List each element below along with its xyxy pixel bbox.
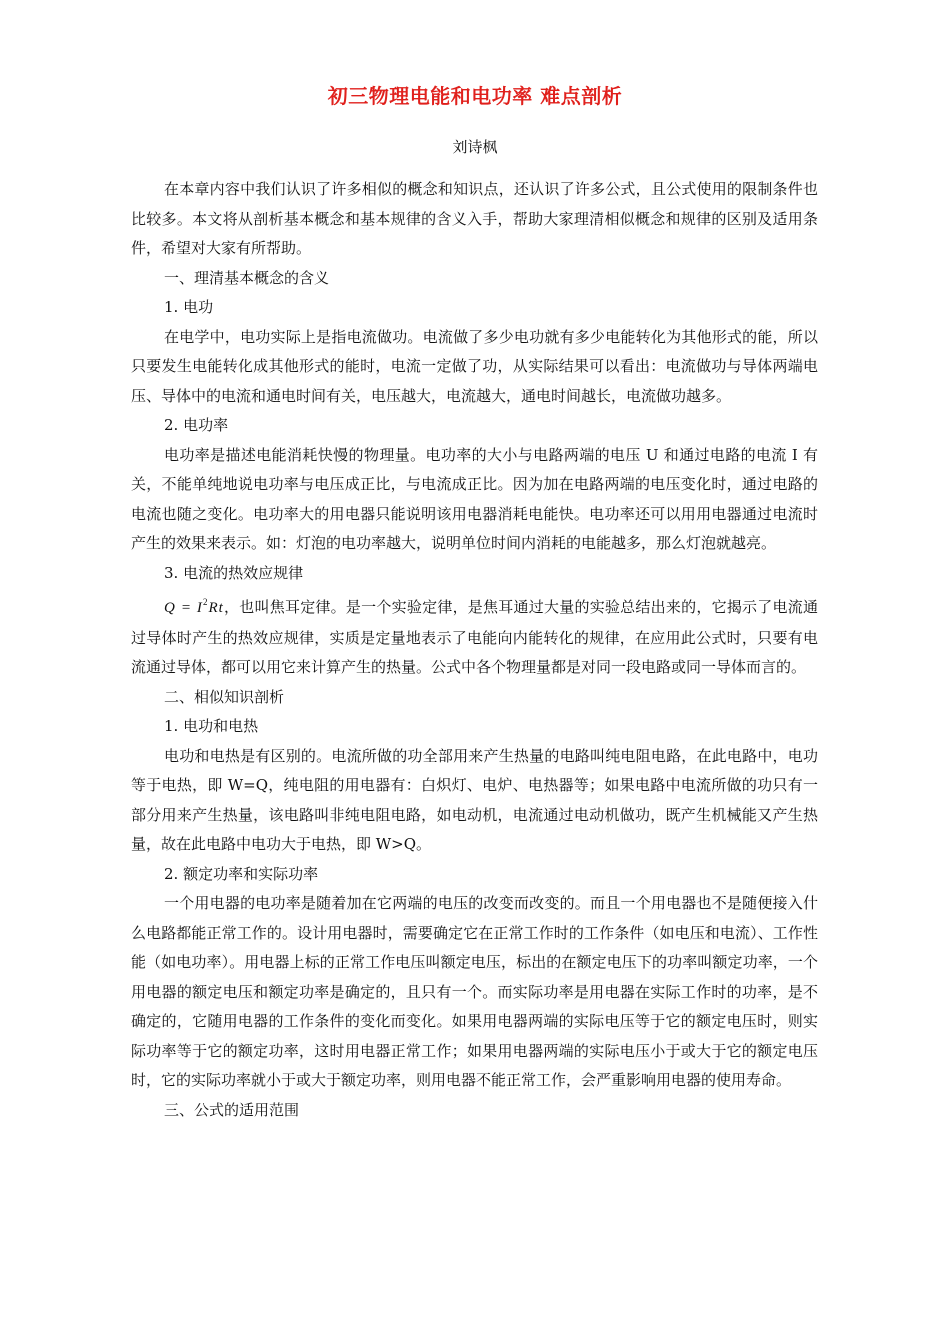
- formula-rhs: Rt: [208, 600, 224, 616]
- subheading-rated-vs-actual-power: 2. 额定功率和实际功率: [164, 864, 319, 883]
- subheading-joule-law: 3. 电流的热效应规律: [164, 563, 304, 582]
- paragraph-work-vs-heat: 电功和电热是有区别的。电流所做的功全部用来产生热量的电路叫纯电阻电路，在此电路中，电功等于电热，即 W=Q，纯电阻的用电器有：白炽灯、电炉、电热器等；如果电路中电流所做的功只有一部分用来产生热量，该电路叫非纯电阻电路，如电动机，电流通过电动机做功，既产生机械能又产生热量，故在此电路中电功大于电热，即 W>Q。: [131, 746, 818, 853]
- subheading-electric-power: 2. 电功率: [164, 416, 229, 434]
- subheading-work-vs-heat: 1. 电功和电热: [164, 717, 259, 735]
- formula-lhs: Q = I: [164, 600, 203, 616]
- intro-paragraph: 在本章内容中我们认识了许多相似的概念和知识点，还认识了许多公式，且公式使用的限制条件也比较多。本文将从剖析基本概念和基本规律的含义入手，帮助大家理清相似概念和规律的区别及适用条件，希望对大家有所帮助。: [131, 180, 818, 257]
- paragraph-rated-vs-actual-power: 一个用电器的电功率是随着加在它两端的电压的改变而改变的。而且一个用电器也不是随便接入什么电路都能正常工作的。设计用电器时，需要确定它在正常工作时的工作条件（如电压和电流）、工作性能（如电功率）。用电器上标的正常工作电压叫额定电压，标出的在额定电压下的功率叫额定功率，一个用电器的额定电压和额定功率是确定的，且只有一个。而实际功率是用电器在实际工作时的功率，是不确定的，它随用电器的工作条件的变化而变化。如果用电器两端的实际电压等于它的额定电压时，则实际功率等于它的额定功率，这时用电器正常工作；如果用电器两端的实际电压小于或大于它的额定电压时，它的实际功率就小于或大于额定功率，则用电器不能正常工作，会严重影响用电器的使用寿命。: [131, 894, 818, 1089]
- section-heading-1: 一、理清基本概念的含义: [164, 268, 330, 287]
- document-body: [131, 175, 818, 1125]
- paragraph-joule-law: [131, 588, 818, 683]
- section-heading-2: 二、相似知识剖析: [164, 687, 285, 706]
- paragraph-electric-work: 在电学中，电功实际上是指电流做功。电流做了多少电功就有多少电能转化为其他形式的能，所以只要发生电能转化成其他形式的能时，电流一定做了功，从实际结果可以看出：电流做功与导体两端电压、导体中的电流和通电时间有关，电压越大，电流越大，通电时间越长，电流做功越多。: [131, 327, 818, 405]
- joule-formula: [164, 597, 224, 616]
- paragraph-electric-power: 电功率是描述电能消耗快慢的物理量。电功率的大小与电路两端的电压 U 和通过电路的电流 I 有关，不能单纯地说电功率与电压成正比，与电流成正比。因为加在电路两端的电压变化时，通过电路的电流也随之变化。电功率大的用电器只能说明该用电器消耗电能快。电功率还可以用用电器通过电流时产生的效果来表示。如：灯泡的电功率越大，说明单位时间内消耗的电能越多，那么灯泡就越亮。: [131, 445, 818, 552]
- author-name: 刘诗枫: [452, 138, 498, 156]
- document-title: 初三物理电能和电功率 难点剖析: [327, 84, 623, 108]
- section-heading-3: 三、公式的适用范围: [164, 1100, 300, 1119]
- subheading-electric-work: 1. 电功: [164, 298, 214, 316]
- joule-law-text: ，也叫焦耳定律。是一个实验定律，是焦耳通过大量的实验总结出来的，它揭示了电流通过导体时产生的热效应规律，实质是定量地表示了电能向内能转化的规律，在应用此公式时，只要有电流通过导体，都可以用它来计算产生的热量。公式中各个物理量都是对同一段电路或同一导体而言的。: [131, 598, 819, 676]
- formula-exponent: 2: [202, 597, 209, 607]
